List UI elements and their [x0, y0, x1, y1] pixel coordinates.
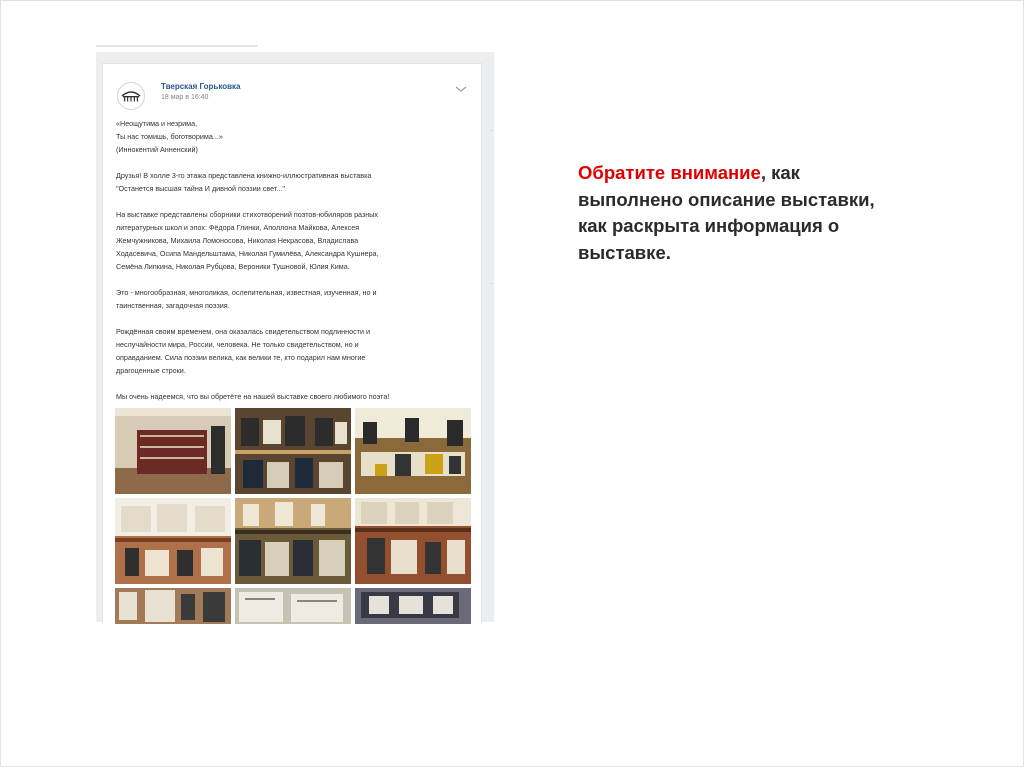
book-display-photo[interactable] [355, 498, 471, 584]
book-display-photo[interactable] [115, 588, 231, 624]
book-display-photo[interactable] [235, 588, 351, 624]
post-header [117, 80, 472, 110]
post-author-link[interactable]: Тверская Горьковка [161, 82, 241, 91]
remark-highlight: Обратите внимание [578, 162, 761, 183]
post-date[interactable]: 18 мар в 16:40 [161, 94, 209, 101]
chevron-down-icon[interactable] [454, 84, 468, 94]
book-display-photo[interactable] [115, 498, 231, 584]
post-paragraph: Рождённая своим временем, она оказалась свидетельством подлинности и неслучайности мира, России, человека. Не только свидетельством, но и оправданием. Сила поэзии велика, как велики те, кто подарил нам многие драгоценные строки. [116, 327, 370, 375]
post-paragraph: На выставке представлены сборники стихотворений поэтов-юбиляров разных литературных школ и эпох: Фёдора Глинки, Аполлона Майкова, Алексея Жемчужникова, Михаила Ломоносова, Николая Некрасова, Владислава Ходасевича, Осипа Мандельштама, Николая Гумилёва, Александра Кушнера, Семёна Липкина, Николая Рубцова, Вероники Тушновой, Юлия Кима. [116, 210, 379, 271]
book-display-photo[interactable] [355, 588, 471, 624]
book-display-photo[interactable] [235, 498, 351, 584]
post-paragraph: Это - многообразная, многоликая, ослепительная, известная, изученная, но и таинственная, загадочная поэзия. [116, 288, 377, 310]
divider [491, 130, 494, 131]
post-text [116, 117, 471, 416]
divider [491, 283, 494, 284]
book-display-photo[interactable] [355, 408, 471, 494]
book-display-photo[interactable] [235, 408, 351, 494]
post-paragraph: Мы очень надеемся, что вы обретёте на нашей выставке своего любимого поэта! [116, 392, 390, 401]
post-paragraph: Друзья! В холле 3-го этажа представлена книжно-иллюстративная выставка "Останется высшая тайна И дивной поэзии свет..." [116, 171, 372, 193]
social-post [102, 63, 482, 624]
divider [96, 45, 258, 47]
library-building-icon [120, 89, 142, 103]
remark-rest: , как выполнено описание выставки, как раскрыта информация о выставке. [578, 162, 875, 263]
avatar[interactable] [117, 82, 145, 110]
exhibition-hall-photo[interactable] [115, 408, 231, 494]
post-paragraph: «Неощутима и незрима, Ты нас томишь, боготворима...» (Иннокентий Анненский) [116, 119, 223, 154]
remark-text [578, 160, 878, 266]
